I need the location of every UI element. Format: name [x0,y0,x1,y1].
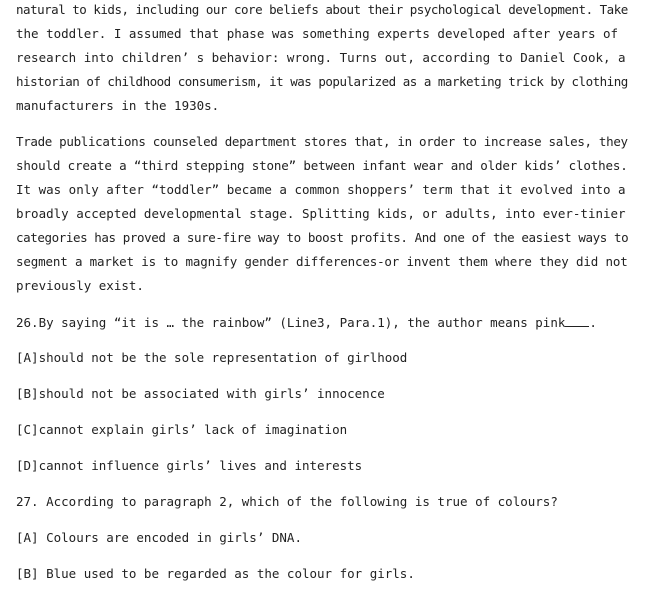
question-27-option-b: [B] Blue used to be regarded as the colour for girls. [16,566,415,581]
paragraph-2-line-5: categories has proved a sure-fire way to boost profits. And one of the easiest ways to [16,230,629,245]
paragraph-2-line-1: Trade publications counseled department stores that, in order to increase sales, they [16,134,628,149]
paragraph-1-line-1: natural to kids, including our core beliefs about their psychological development. Take [16,2,628,17]
answer-blank [565,314,589,327]
paragraph-2-line-4: broadly accepted developmental stage. Splitting kids, or adults, into ever-tinier [16,206,626,221]
paragraph-1-line-4: historian of childhood consumerism, it was popularized as a marketing trick by clothing [16,74,628,89]
question-27-option-a: [A] Colours are encoded in girls’ DNA. [16,530,302,545]
question-26-stem-text: 26.By saying “it is … the rainbow” (Line3, Para.1), the author means pink [16,315,566,330]
question-26-option-a: [A]should not be the sole representation of girlhood [16,350,408,365]
question-26-option-c: [C]cannot explain girls’ lack of imagination [16,422,348,437]
question-27-stem: 27. According to paragraph 2, which of the following is true of colours? [16,494,558,509]
paragraph-2-line-3: It was only after “toddler” became a common shoppers’ term that it evolved into a [16,182,626,197]
paragraph-1-line-3: research into children’ s behavior: wrong. Turns out, according to Daniel Cook, a [16,50,626,65]
question-26-option-d: [D]cannot influence girls’ lives and interests [16,458,363,473]
paragraph-1-line-2: the toddler. I assumed that phase was something experts developed after years of [16,26,619,41]
paragraph-2-line-7: previously exist. [16,278,144,293]
paragraph-1-line-5: manufacturers in the 1930s. [16,98,220,113]
question-26-option-b: [B]should not be associated with girls’ innocence [16,386,385,401]
question-26-stem [16,314,597,331]
paragraph-2-line-6: segment a market is to magnify gender differences-or invent them where they did not [16,254,628,269]
question-26-stem-end: . [589,315,597,330]
paragraph-2-line-2: should create a “third stepping stone” between infant wear and older kids’ clothes. [16,158,628,173]
